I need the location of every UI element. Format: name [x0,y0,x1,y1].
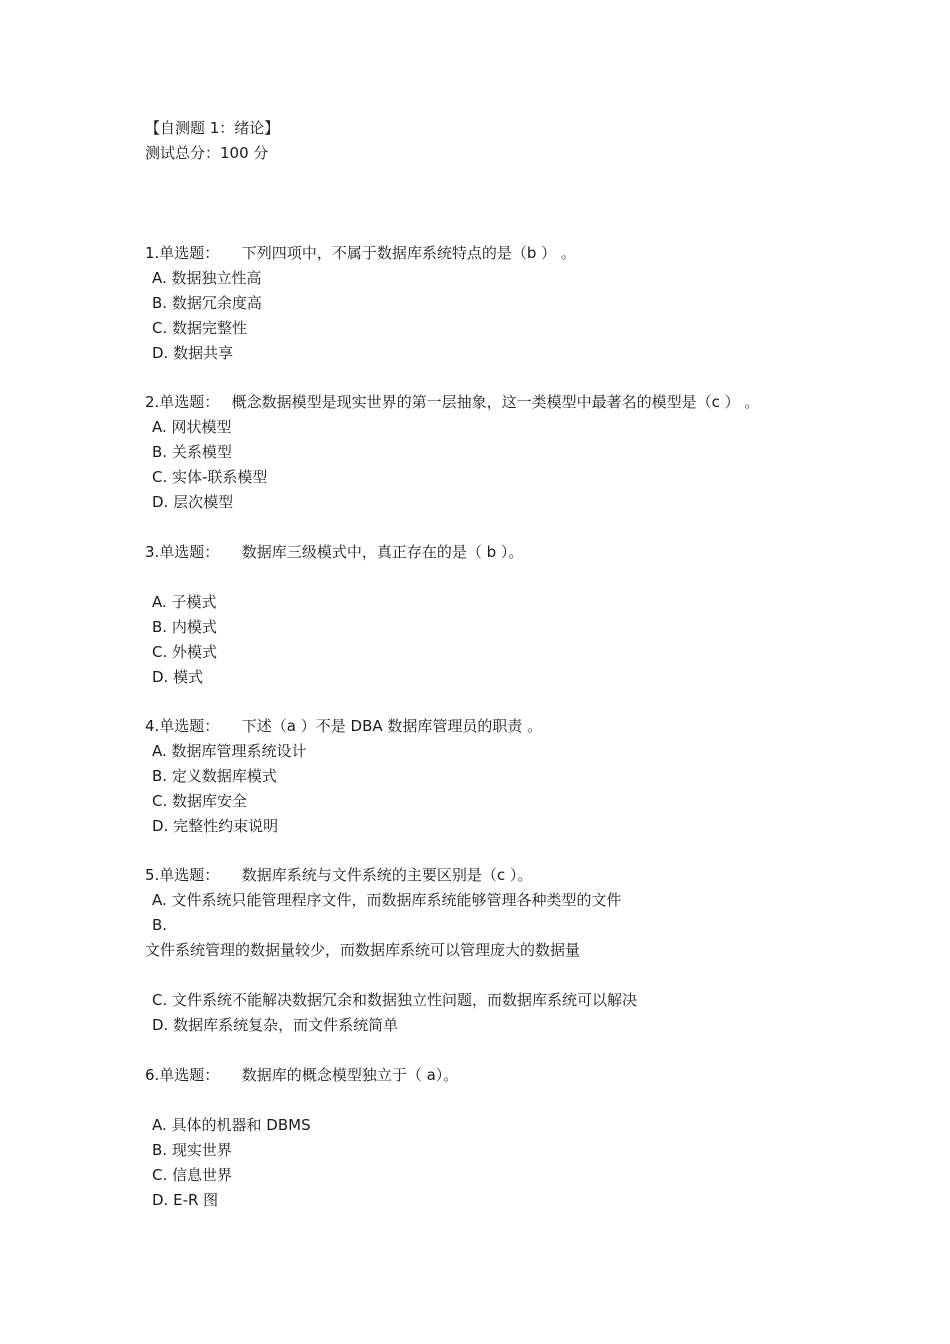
question-1-option-b: B. 数据冗余度高 [152,294,262,312]
question-6-option-b: B. 现实世界 [152,1141,232,1159]
question-2-option-a: A. 网状模型 [152,418,232,436]
question-1-stem: 1.单选题： 下列四项中，不属于数据库系统特点的是（b ） 。 [145,244,576,262]
question-3-option-a: A. 子模式 [152,593,217,611]
test-title: 【自测题 1：绪论】 [145,119,280,137]
question-3-stem: 3.单选题： 数据库三级模式中，真正存在的是（ b ）。 [145,543,524,561]
question-3-option-d: D. 模式 [152,668,204,686]
question-2-stem: 2.单选题： 概念数据模型是现实世界的第一层抽象，这一类模型中最著名的模型是（c ） 。 [145,393,760,411]
question-3-option-b: B. 内模式 [152,618,217,636]
question-6-option-a: A. 具体的机器和 DBMS [152,1116,311,1134]
question-4-option-b: B. 定义数据库模式 [152,767,277,785]
question-6-option-d: D. E-R 图 [152,1191,219,1209]
question-1-option-c: C. 数据完整性 [152,319,248,337]
question-6-option-c: C. 信息世界 [152,1166,233,1184]
question-5-option-c: C. 文件系统不能解决数据冗余和数据独立性问题，而数据库系统可以解决 [152,991,638,1009]
question-3-option-c: C. 外模式 [152,643,218,661]
question-4-option-c: C. 数据库安全 [152,792,248,810]
question-2-option-b: B. 关系模型 [152,443,232,461]
question-1-option-a: A. 数据独立性高 [152,269,262,287]
question-1-option-d: D. 数据共享 [152,344,234,362]
total-score: 测试总分：100 分 [145,144,269,162]
question-4-option-d: D. 完整性约束说明 [152,817,279,835]
question-4-stem: 4.单选题： 下述（a ）不是 DBA 数据库管理员的职责 。 [145,717,543,735]
question-2-option-c: C. 实体-联系模型 [152,468,268,486]
question-5-option-d: D. 数据库系统复杂，而文件系统简单 [152,1016,399,1034]
question-5-option-a: A. 文件系统只能管理程序文件，而数据库系统能够管理各种类型的文件 [152,891,622,909]
question-5-option-b-text: 文件系统管理的数据量较少，而数据库系统可以管理庞大的数据量 [145,941,581,959]
question-5-stem: 5.单选题： 数据库系统与文件系统的主要区别是（c ）。 [145,866,533,884]
question-6-stem: 6.单选题： 数据库的概念模型独立于（ a）。 [145,1066,459,1084]
question-4-option-a: A. 数据库管理系统设计 [152,742,307,760]
question-5-option-b-label: B. [152,916,168,934]
question-2-option-d: D. 层次模型 [152,493,234,511]
